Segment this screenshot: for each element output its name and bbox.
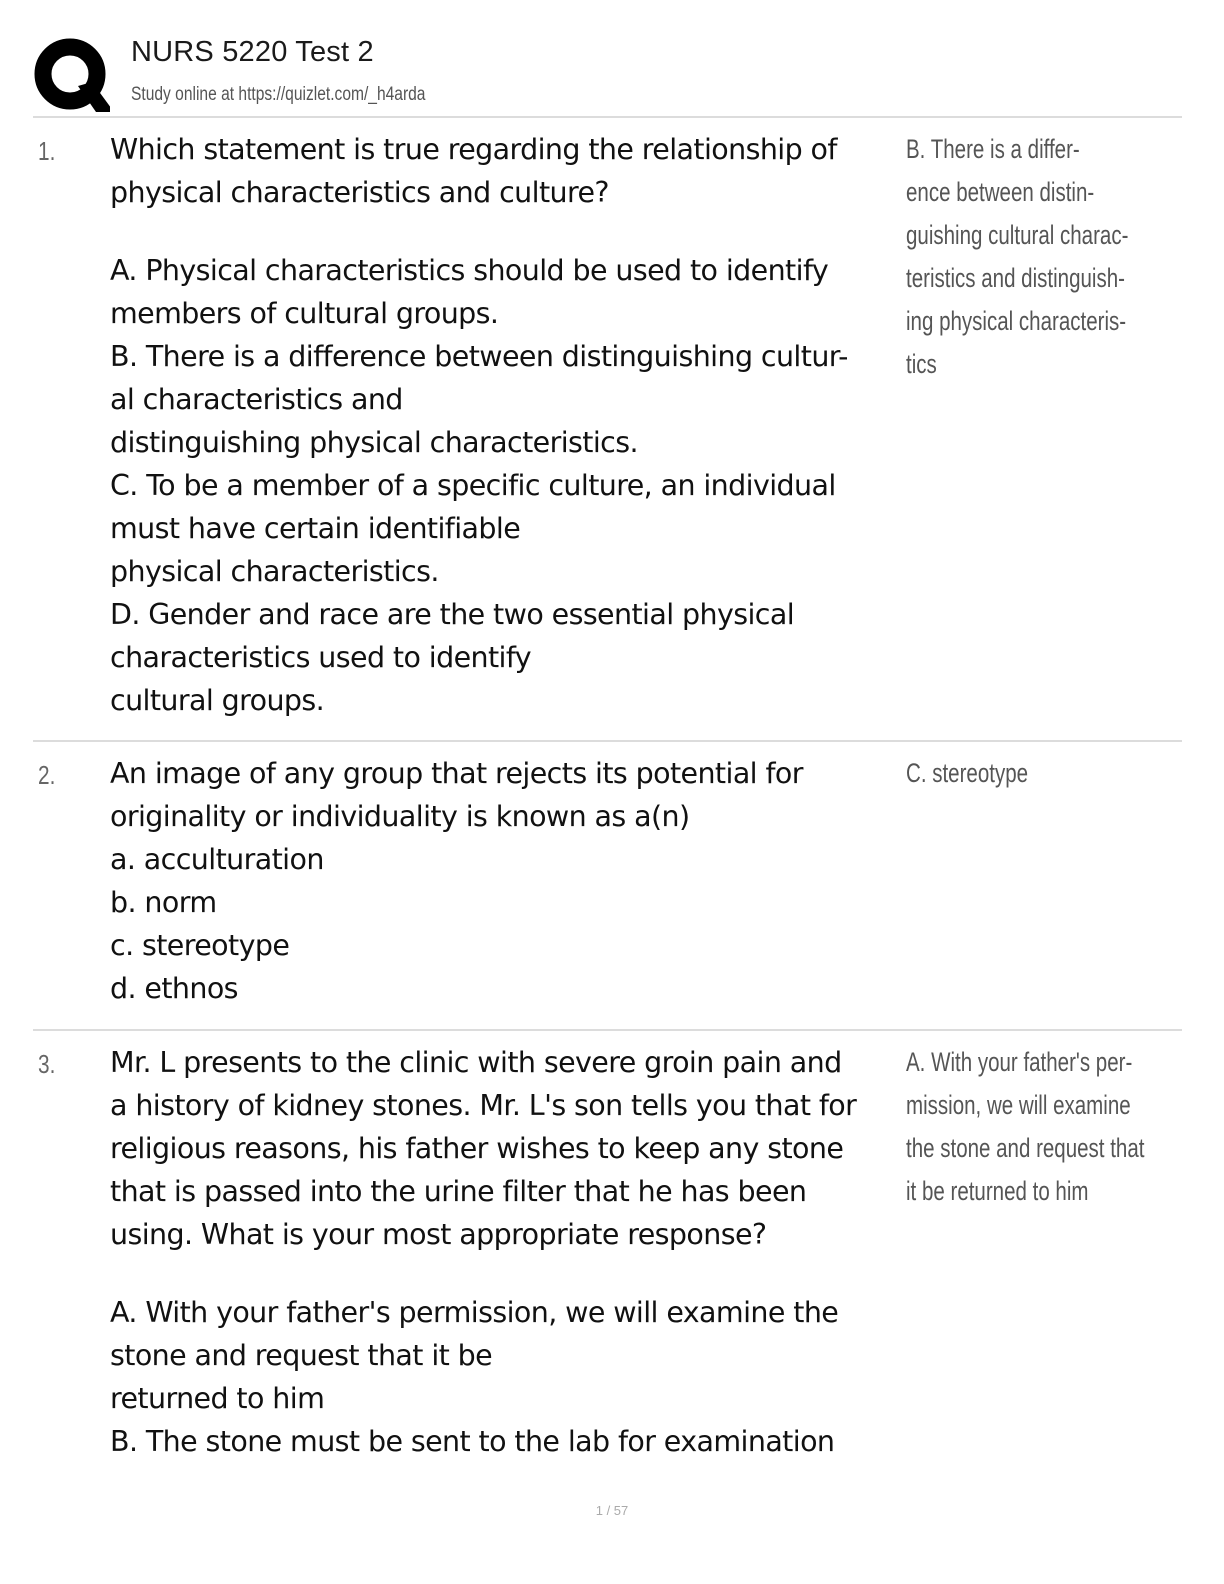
question-line: members of cultural groups. xyxy=(110,297,499,330)
answer-line: B. There is a differ- xyxy=(906,134,1080,164)
question-line: A. Physical characteristics should be used to identify xyxy=(110,254,829,287)
blank-line xyxy=(110,1256,910,1291)
answer-text xyxy=(906,128,1128,386)
answer-line: mission, we will examine xyxy=(906,1090,1131,1120)
answer-line: it be returned to him xyxy=(906,1176,1089,1206)
answer-text xyxy=(906,752,1028,795)
answer-line: the stone and request that xyxy=(906,1133,1145,1163)
question-line: B. There is a difference between distinguishing cultur- xyxy=(110,340,848,373)
answer-text xyxy=(906,1041,1144,1213)
question-line: distinguishing physical characteristics. xyxy=(110,426,638,459)
question-line: characteristics used to identify xyxy=(110,641,532,674)
question-line: b. norm xyxy=(110,886,217,919)
question-line: cultural groups. xyxy=(110,684,325,717)
question-line: physical characteristics and culture? xyxy=(110,176,609,209)
question-number: 2. xyxy=(38,760,56,790)
question-line: originality or individuality is known as a(n) xyxy=(110,800,690,833)
study-online-link[interactable]: Study online at https://quizlet.com/_h4arda xyxy=(131,84,426,105)
question-line: a history of kidney stones. Mr. L's son tells you that for xyxy=(110,1089,857,1122)
answer-line: ence between distin- xyxy=(906,177,1095,207)
page-number: 1 / 57 xyxy=(595,1503,629,1518)
question-text xyxy=(110,128,910,722)
answer-line: A. With your father's per- xyxy=(906,1047,1133,1077)
question-line: d. ethnos xyxy=(110,972,238,1005)
question-line: physical characteristics. xyxy=(110,555,439,588)
header-divider xyxy=(33,116,1182,118)
question-line: c. stereotype xyxy=(110,929,290,962)
blank-line xyxy=(110,214,910,249)
question-line: that is passed into the urine filter that he has been xyxy=(110,1175,807,1208)
answer-line: teristics and distinguish- xyxy=(906,263,1125,293)
question-line: C. To be a member of a specific culture, an individual xyxy=(110,469,836,502)
question-line: Mr. L presents to the clinic with severe groin pain and xyxy=(110,1046,842,1079)
answer-line: tics xyxy=(906,349,937,379)
page-header xyxy=(30,28,1182,116)
question-line: a. acculturation xyxy=(110,843,324,876)
question-line: D. Gender and race are the two essential physical xyxy=(110,598,795,631)
question-line: al characteristics and xyxy=(110,383,403,416)
question-line: A. With your father's permission, we will examine the xyxy=(110,1296,839,1329)
question-line: stone and request that it be xyxy=(110,1339,493,1372)
question-divider xyxy=(33,740,1182,742)
question-line: religious reasons, his father wishes to keep any stone xyxy=(110,1132,844,1165)
question-text xyxy=(110,752,910,1010)
question-text xyxy=(110,1041,910,1463)
answer-line: ing physical characteris- xyxy=(906,306,1127,336)
question-divider xyxy=(33,1029,1182,1031)
question-line: B. The stone must be sent to the lab for examination xyxy=(110,1425,835,1458)
question-line: using. What is your most appropriate response? xyxy=(110,1218,767,1251)
answer-line: C. stereotype xyxy=(906,758,1029,788)
question-line: must have certain identifiable xyxy=(110,512,521,545)
page-title: NURS 5220 Test 2 xyxy=(131,36,374,68)
question-number: 1. xyxy=(38,136,56,166)
question-line: An image of any group that rejects its potential for xyxy=(110,757,803,790)
answer-line: guishing cultural charac- xyxy=(906,220,1129,250)
question-line: Which statement is true regarding the relationship of xyxy=(110,133,837,166)
question-line: returned to him xyxy=(110,1382,325,1415)
question-number: 3. xyxy=(38,1049,56,1079)
quizlet-logo-icon xyxy=(34,38,110,114)
